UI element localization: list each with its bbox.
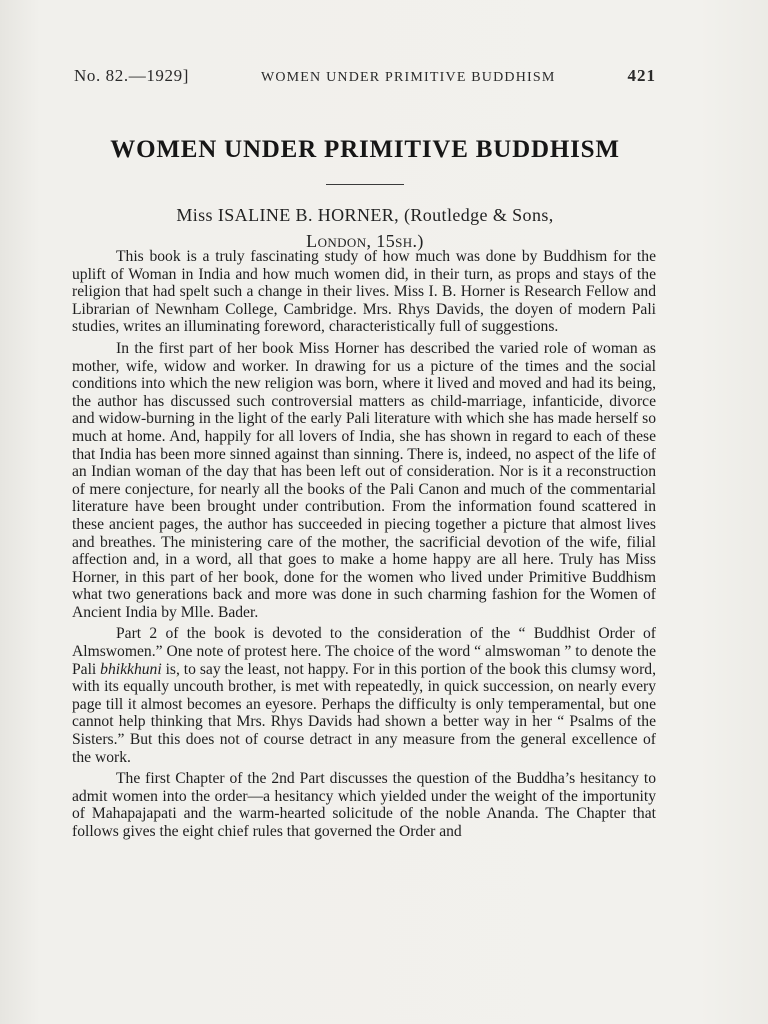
pali-term-bhikkhuni: bhikkhuni — [100, 660, 162, 678]
byline-author-publisher: Miss ISALINE B. HORNER, (Routledge & Sons, — [176, 205, 554, 225]
article-body — [72, 248, 656, 845]
paragraph-3-part-a: Part 2 of the book is devoted to the consideration of the “ Buddhist Order of Almswomen.” One note of protest here. The choice of the word “ almswoman ” to denote the Pali — [72, 625, 656, 678]
paragraph-1: This book is a truly fascinating study of how much was done by Buddhism for the uplift of Woman in India and how much women did, in their turn, as props and stays of the religion that had spelt such a change in their lives. Miss I. B. Horner is Research Fellow and Librarian of Newnham College, Cambridge. Mrs. Rhys Davids, the doyen of modern Pali studies, writes an illuminating foreword, characteristically full of suggestions. — [72, 248, 656, 336]
article-title: WOMEN UNDER PRIMITIVE BUDDHISM — [110, 136, 620, 163]
paragraph-3-part-b: is, to say the least, not happy. For in this portion of the book this clumsy word, with its equally uncouth brother, is met with repeatedly, in quick succession, on nearly every page till it almost becomes an eyesore. Perhaps the difficulty is only temperamental, but one cannot help thinking that Mrs. Rhys Davids had shown a better way in her “ Psalms of the Sisters.” But this does not of course detract in any measure from the general excellence of the work. — [72, 660, 656, 766]
issue-number: No. 82.—1929] — [74, 66, 189, 85]
running-title: WOMEN UNDER PRIMITIVE BUDDHISM — [260, 70, 556, 85]
running-header — [74, 66, 656, 92]
byline-place-price: London, 15sh.) — [306, 231, 424, 251]
page-number: 421 — [627, 66, 656, 85]
paragraph-4: The first Chapter of the 2nd Part discusses the question of the Buddha’s hesitancy to admit women into the order—a hesitancy which yielded under the weight of the importunity of Mahapajapati and the warm-hearted solicitude of the noble Ananda. The Chapter that follows gives the eight chief rules that governed the Order and — [72, 770, 656, 840]
title-divider — [326, 184, 404, 185]
paragraph-2: In the first part of her book Miss Horner has described the varied role of woman as mother, wife, widow and worker. In drawing for us a picture of the times and the social conditions into which the new religion was born, where it lived and moved and had its being, the author has discussed such controversial matters as child-marriage, infanticide, divorce and widow-burning in the light of the early Pali literature with which she has made herself so much at home. And, happily for all lovers of India, she has shown in regard to each of these that India has been more sinned against than sinning. There is, indeed, no aspect of the life of an Indian woman of the day that has been left out of consideration. Nor is it a reconstruction of mere conjecture, for nearly all the books of the Pali Canon and much of the commentarial literature have been brought under contribution. From the information found scattered in these ancient pages, the author has succeeded in piecing together a picture that almost lives and breathes. The ministering care of the mother, the sacrificial devotion of the wife, filial affection and, in a word, all that goes to make a home happy are all here. Truly has Miss Horner, in this part of her book, done for the women who lived under Primitive Buddhism what two generations back and more was done in such charming fashion for the Women of Ancient India by Mlle. Bader. — [72, 339, 656, 621]
byline — [74, 202, 656, 254]
paragraph-3 — [72, 625, 656, 766]
